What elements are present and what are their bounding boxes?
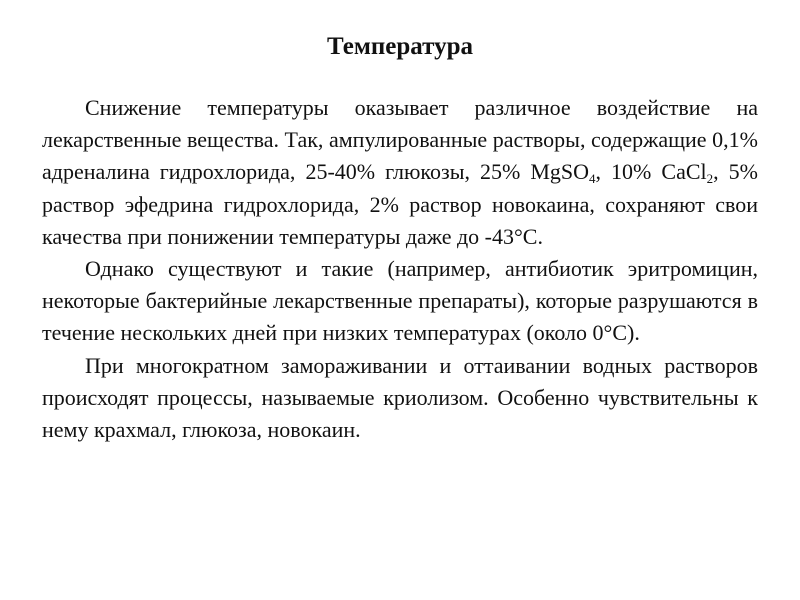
slide-body — [42, 92, 758, 446]
paragraph-3: При многократном замораживании и оттаивании водных растворов происходят процессы, называемые криолизом. Особенно чувствительны к нему крахмал, глюкоза, новокаин. — [42, 352, 758, 443]
slide-title: Температура — [327, 33, 473, 60]
paragraph-1-text-b: , 10% CaCl — [595, 159, 707, 185]
paragraph-1 — [42, 92, 758, 253]
mgso4-subscript: 4 — [589, 171, 596, 187]
cacl2-subscript: 2 — [706, 171, 714, 187]
paragraph-1-text-a: Снижение температуры оказывает различное воздействие на лекарственные вещества. Так, ампулированные растворы, содержащие 0,1% адреналина гидрохлорида, 25-40% глюкозы, 25% MgSO — [42, 95, 758, 185]
paragraph-1-text-c: , 5% раствор эфедрина гидрохлорида, 2% раствор новокаина, сохраняют свои качества при понижении температуры даже до -43°С. — [42, 159, 758, 249]
paragraph-2: Однако существуют и такие (например, антибиотик эритромицин, некоторые бактерийные лекарственные препараты), которые разрушаются в течение нескольких дней при низких температурах (около 0°С). — [42, 256, 758, 346]
